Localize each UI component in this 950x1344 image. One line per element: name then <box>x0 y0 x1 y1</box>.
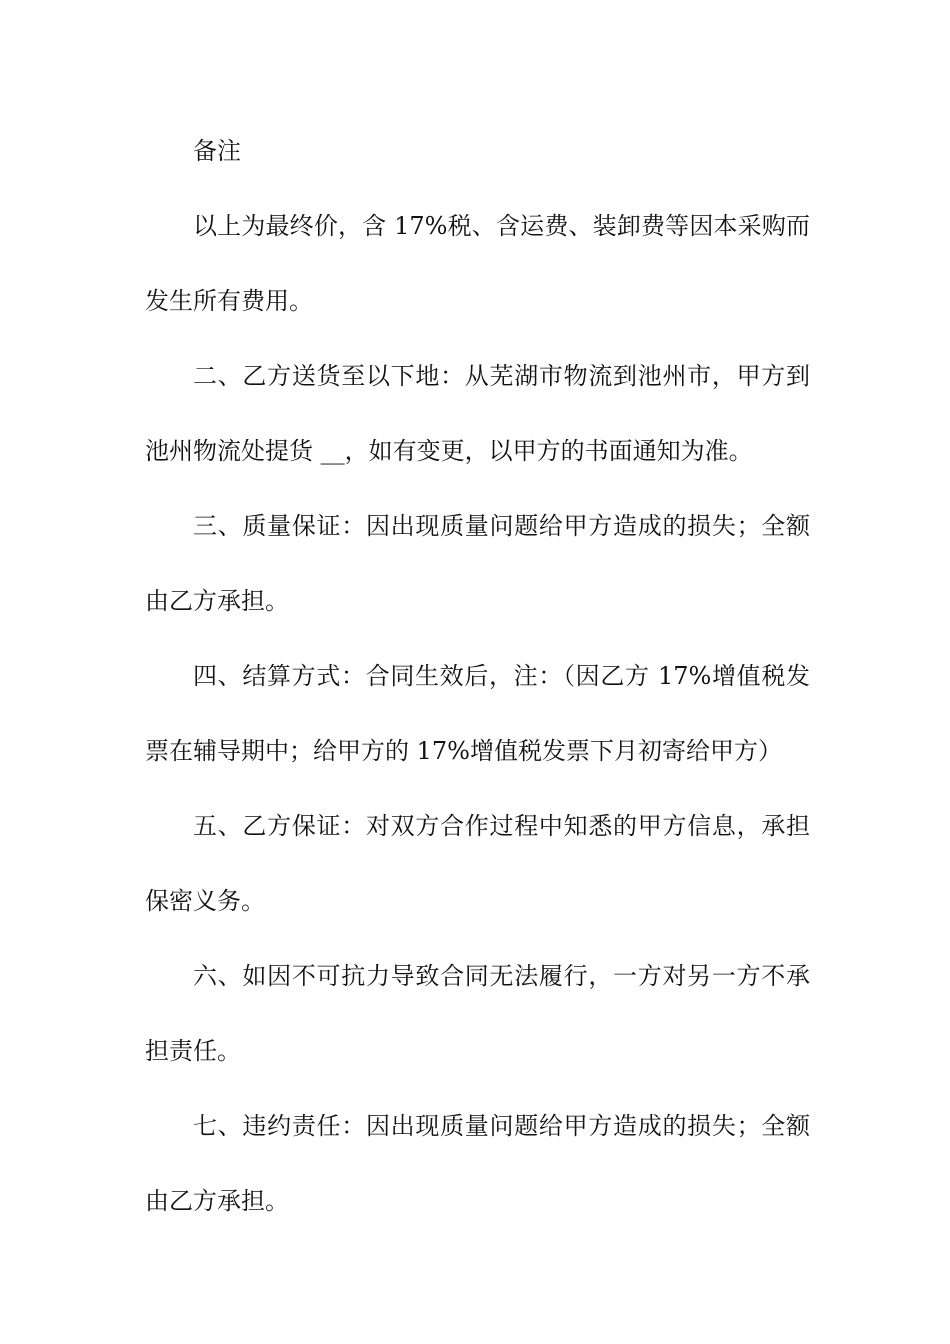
paragraph-line: 由乙方承担。 <box>145 587 289 615</box>
paragraph-line: 以上为最终价，含 17%税、含运费、装卸费等因本采购而 <box>193 212 810 240</box>
note-heading: 备注 <box>193 137 241 165</box>
paragraph-line: 四、结算方式：合同生效后，注：（因乙方 17%增值税发 <box>193 662 810 690</box>
paragraph-line: 票在辅导期中；给甲方的 17%增值税发票下月初寄给甲方） <box>145 737 782 765</box>
paragraph-line: 七、违约责任：因出现质量问题给甲方造成的损失；全额 <box>193 1112 810 1140</box>
paragraph-line: 六、如因不可抗力导致合同无法履行，一方对另一方不承 <box>193 962 810 990</box>
paragraph-line: 池州物流处提货 __，如有变更，以甲方的书面通知为准。 <box>145 437 753 465</box>
paragraph-line: 发生所有费用。 <box>145 287 313 315</box>
paragraph-line: 五、乙方保证：对双方合作过程中知悉的甲方信息，承担 <box>193 812 810 840</box>
paragraph-line: 由乙方承担。 <box>145 1187 289 1215</box>
paragraph-line: 三、质量保证：因出现质量问题给甲方造成的损失；全额 <box>193 512 810 540</box>
paragraph-line: 保密义务。 <box>145 887 265 915</box>
paragraph-line: 担责任。 <box>145 1037 241 1065</box>
paragraph-line: 二、乙方送货至以下地：从芜湖市物流到池州市，甲方到 <box>193 362 810 390</box>
